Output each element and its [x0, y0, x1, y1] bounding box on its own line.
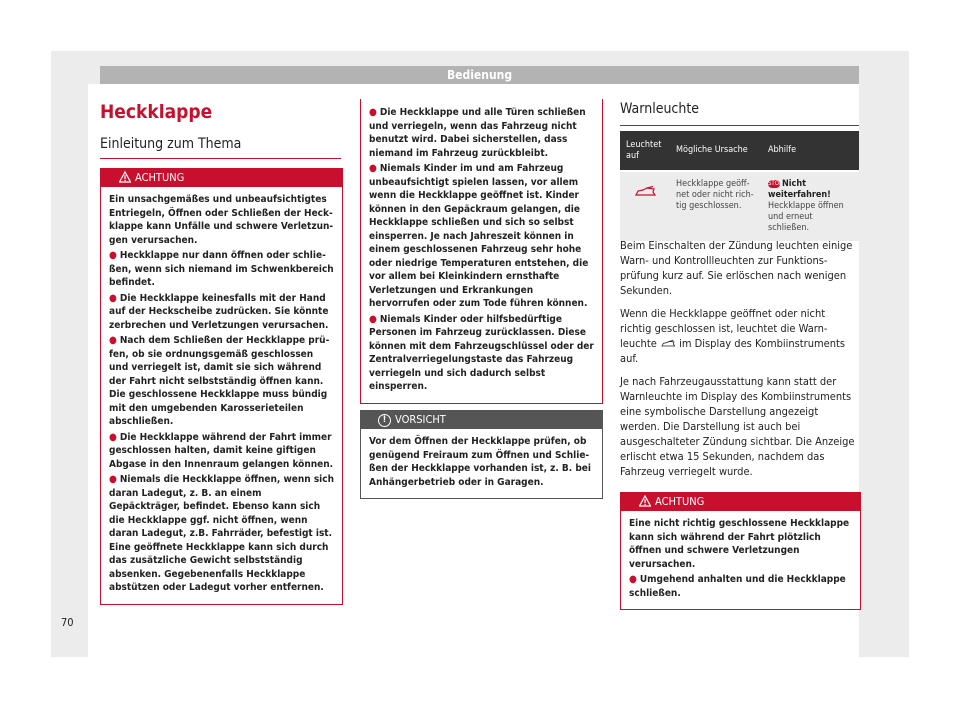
table-header: Leuchtet auf — [620, 131, 670, 171]
notice-box — [360, 410, 603, 499]
paragraph: Je nach Fahrzeugausstattung kann statt der Warnleuchte im Display des Kombiinstruments eine symbolische Darstellung angezeigt werden. Die Darstellung ist auch bei ausgeschalteter Zündung sichtbar. Die Anzeige erlischt etwa 15 Sekunden, nachdem das Fahrzeug verriegelt wurde. — [620, 375, 855, 478]
warning-triangle-icon — [119, 171, 131, 183]
bullet-dot-icon: ● — [109, 292, 117, 304]
warning-box-continued — [360, 99, 603, 404]
table-cell-cause: Heckklappe geöffnet oder nicht richtig geschlossen. — [670, 171, 762, 241]
warning-box-1 — [100, 168, 343, 605]
info-circle-icon: ! — [378, 414, 391, 427]
remedy-bold: Nicht weiterfahren! — [768, 179, 831, 200]
body-text — [620, 238, 859, 487]
notice-label: VORSICHT — [395, 413, 446, 426]
bullet-dot-icon: ● — [109, 335, 117, 346]
notice-body — [361, 429, 602, 498]
warning-bullet: ● Heckklappe nur dann öffnen oder schließen, wenn sich niemand im Schwenkbereich befindet. — [109, 250, 334, 288]
table-header: Abhilfe — [762, 131, 859, 171]
warning-header — [621, 493, 860, 511]
warning-label: ACHTUNG — [135, 171, 185, 184]
intro-subtitle — [100, 136, 341, 159]
warning-intro: Eine nicht richtig geschlossene Heckklappe kann sich während der Fahrt plötzlich öffnen und schwere Verletzungen verursachen. — [629, 518, 850, 570]
section-header: Bedienung — [100, 66, 859, 84]
paragraph: Beim Einschalten der Zündung leuchten einige Warn- und Kontrollleuchten zur Funktionsprüfung kurz auf. Sie erlöschen nach wenigen Sekunden. — [620, 239, 853, 297]
warning-bullet: ● Niemals Kinder im und am Fahrzeug unbeaufsichtigt spielen lassen, vor allem wenn die Heckklappe geöffnet ist. Kinder können in den Gepäckraum gelangen, die Heckklappe schließen und sich so selbst einsperren. Je nach Jahreszeit können in einem geschlossenen Fahrzeug sehr hohe oder niedrige Temperaturen entstehen, die vor allem bei Kleinkindern ernsthafte Verletzungen und Erkrankungen hervorrufen oder zum Tode führen können. — [369, 163, 589, 309]
bullet-dot-icon: ● — [369, 107, 377, 118]
warning-bullet: ● Nach dem Schließen der Heckklappe prüfen, ob sie ordnungsgemäß geschlossen und verriegelt ist, damit sie sich während der Fahrt nicht selbstständig öffnen kann. Die geschlossene Heckklappe muss bündig mit den umgebenden Karosserieteilen abschließen. — [109, 335, 330, 427]
warning-box-2 — [620, 492, 861, 610]
notice-header — [361, 411, 602, 429]
warning-bullet: ● Umgehend anhalten und die Heckklappe schließen. — [629, 574, 846, 599]
car-tailgate-open-icon — [660, 340, 676, 348]
car-tailgate-open-icon — [634, 186, 656, 198]
warning-intro: Ein unsachgemäßes und unbeaufsichtigtes Entriegeln, Öffnen oder Schließen der Heckklappe kann Unfälle und schwere Verletzungen verursachen. — [109, 194, 334, 246]
warning-label: ACHTUNG — [655, 495, 705, 508]
warning-body-continued — [361, 99, 602, 403]
table-cell-remedy — [762, 171, 859, 241]
notice-text: Vor dem Öffnen der Heckklappe prüfen, ob genügend Freiraum zum Öffnen und Schließen der Heckklappe vorhanden ist, z. B. bei Anhängerbetrieb oder in Garagen. — [369, 436, 591, 488]
page-number: 70 — [61, 616, 74, 629]
bullet-dot-icon: ● — [109, 250, 117, 261]
warning-bullet: ● Die Heckklappe und alle Türen schließen und verriegeln, wenn das Fahrzeug nicht benutzt wird. Dabei sicherstellen, dass niemand im Fahrzeug zurückbleibt. — [369, 107, 586, 159]
warning-bullet: ● Niemals Kinder oder hilfsbedürftige Personen im Fahrzeug zurücklassen. Diese können mit dem Fahrzeugschlüssel oder der Zentralverriegelungstaste das Fahrzeug verriegeln und sich dadurch selbst einsperren. — [369, 313, 594, 392]
page-title: Heckklappe — [100, 101, 213, 123]
warning-header — [101, 169, 342, 187]
warnleuchte-title: Warnleuchte — [620, 101, 859, 126]
warning-bullet: ● Niemals die Heckklappe öffnen, wenn sich daran Ladegut, z. B. an einem Gepäckträger, befindet. Ebenso kann sich die Heckklappe ggf. nicht öffnen, wenn daran Ladegut, z.B. Fahrräder, befestigt ist. Eine geöffnete Heckklappe kann sich durch das zusätzliche Gewicht selbstständig absenken. Gegebenenfalls Heckklappe abstützen oder Ladegut vorher entfernen. — [109, 474, 334, 593]
table-row — [620, 171, 859, 241]
warning-body — [101, 187, 342, 604]
page-content — [88, 84, 859, 657]
bullet-dot-icon: ● — [369, 163, 377, 174]
paragraph: Wenn die Heckklappe geöffnet oder nicht richtig geschlossen ist, leuchtet die Warnleuchte im Display des Kombiinstruments auf. — [620, 307, 846, 365]
stop-icon: STOP — [768, 179, 783, 187]
table-cell-icon — [620, 171, 670, 241]
warning-bullet: ● Die Heckklappe keinesfalls mit der Hand auf der Heckscheibe zudrücken. Sie könnte zerbrechen und Verletzungen verursachen. — [109, 292, 329, 331]
warning-light-table — [620, 131, 859, 241]
warning-bullet: ● Die Heckklappe während der Fahrt immer geschlossen halten, damit keine giftigen Abgase in den Innenraum gelangen können. — [109, 431, 334, 470]
warning-triangle-icon — [639, 495, 651, 507]
warning-body — [621, 511, 860, 609]
bullet-dot-icon: ● — [369, 313, 377, 325]
table-header: Mögliche Ursache — [670, 131, 762, 171]
bullet-dot-icon: ● — [629, 574, 637, 585]
bullet-dot-icon: ● — [109, 431, 117, 443]
remedy-text: Heckklappe öffnen und erneut schließen. — [768, 201, 844, 233]
bullet-dot-icon: ● — [109, 474, 117, 485]
subtitle-text: Einleitung zum Thema — [100, 136, 242, 152]
table-header-row — [620, 131, 859, 171]
